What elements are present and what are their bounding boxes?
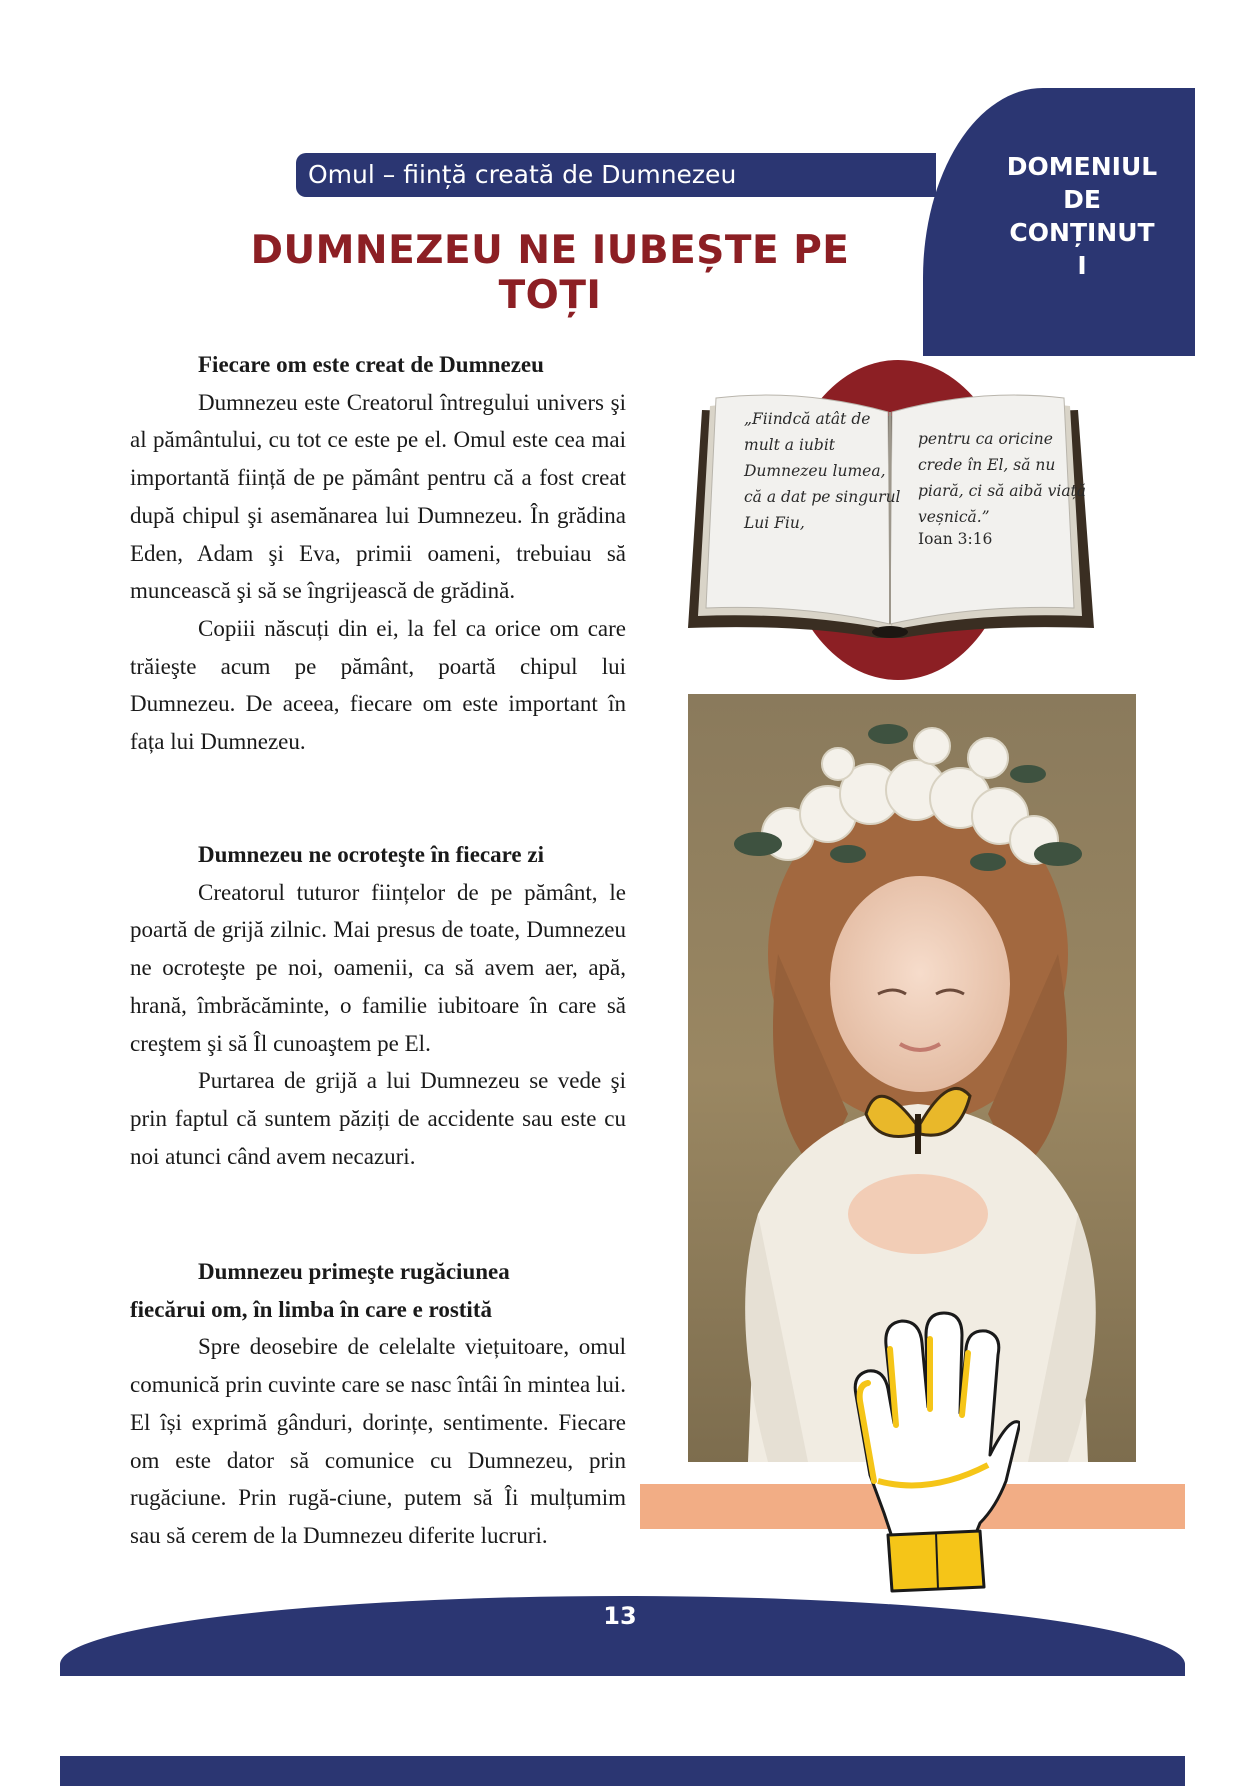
domain-line-3: CONȚINUT (1009, 218, 1155, 247)
paragraph: Dumnezeu este Creatorul întregului univers şi al pământului, cu tot ce este pe el. Omul este cea mai importantă ființă de pe pământ pentru că a fost creat după chipul şi asemănarea lui Dumnezeu. În grădina Eden, Adam şi Eva, primii oameni, trebuiau să muncească şi să se îngrijească de grădină. (130, 389, 626, 604)
verse-text-left: „Fiindcă atât de mult a iubit Dumnezeu lumea, că a dat pe singurul Lui Fiu, (744, 410, 901, 532)
page-title: DUMNEZEU NE IUBEȘTE PE TOȚI (250, 228, 850, 318)
domain-tab (923, 88, 1195, 356)
section-heading: Fiecare om este creat de Dumnezeu (198, 352, 544, 377)
bible-verse-illustration (680, 360, 1100, 680)
section-heading: Dumnezeu ne ocroteşte în fiecare zi (198, 842, 544, 867)
paragraph: Creatorul tuturor ființelor de pe pământ, le poartă de grijă zilnic. Mai presus de toate, Dumnezeu ne ocroteşte pe noi, oamenii, ca să avem aer, apă, hrană, îmbrăcăminte, o familie iubitoare în care să creştem şi să Îl cunoaştem pe El. (130, 879, 626, 1056)
verse-text-right: pentru ca oricine crede în El, să nu piară, ci să aibă viață veșnică.” (918, 430, 1087, 526)
paragraph: Copiii născuți din ei, la fel ca orice om care trăieşte acum pe pământ, poartă chipul lui Dumnezeu. De aceea, fiecare om este important în fața lui Dumnezeu. (130, 615, 626, 755)
praying-hand-icon (830, 1305, 1020, 1595)
section-title: Omul – ființă creată de Dumnezeu (308, 160, 737, 189)
paragraph: Purtarea de grijă a lui Dumnezeu se vede şi prin faptul că suntem păziți de accidente sau este cu noi atunci când avem necazuri. (130, 1068, 626, 1169)
domain-line-2: DE (1063, 185, 1101, 214)
section-header-bar (296, 153, 936, 197)
page-number: 13 (603, 1602, 637, 1630)
domain-line-4: I (1077, 251, 1087, 280)
section-heading-line-1: Dumnezeu primeşte rugăciunea (198, 1259, 510, 1284)
section-heading-line-2: fiecărui om, în limba în care e rostită (130, 1296, 492, 1322)
section-created-by-god (130, 346, 626, 761)
domain-line-1: DOMENIUL (1006, 152, 1158, 181)
section-god-receives-prayer (130, 1253, 626, 1555)
footer-white-cut (0, 1676, 1240, 1756)
verse-reference: Ioan 3:16 (918, 530, 993, 548)
section-god-protects (130, 836, 626, 1175)
paragraph: Spre deosebire de celelalte viețuitoare, omul comunică prin cuvinte care se nasc întâi în mintea lui. El își exprimă gânduri, dorințe, sentimente. Fiecare om este dator să comunice cu Dumnezeu, prin rugăciune. Prin rugă-ciune, putem să Îi mulțumim sau să cerem de la Dumnezeu diferite lucruri. (130, 1334, 626, 1548)
